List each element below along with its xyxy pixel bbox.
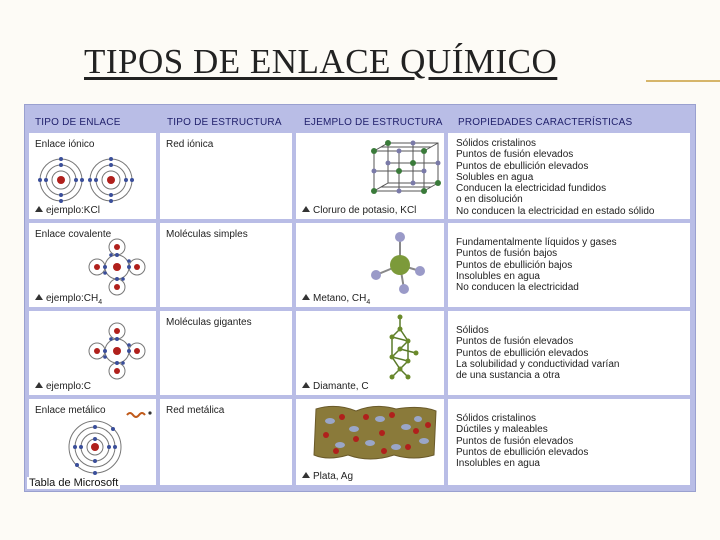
properties-list xyxy=(456,325,619,381)
row-covalent-properties-cell xyxy=(448,223,690,307)
property-item: No conducen la electricidad xyxy=(456,282,579,294)
bond-type-label: Enlace iónico xyxy=(35,139,95,150)
title-rule xyxy=(646,80,720,82)
property-item: Sólidos xyxy=(456,325,489,336)
property-item: No conducen la electricidad en estado sólido xyxy=(456,205,655,217)
structure-type-label: Moléculas gigantes xyxy=(166,317,252,328)
property-item: o en disolución xyxy=(456,194,523,206)
properties-list xyxy=(456,413,588,469)
triangle-bullet-icon xyxy=(35,294,43,300)
property-item: Sólidos cristalinos xyxy=(456,413,537,424)
bond-type-label: Enlace covalente xyxy=(35,229,112,240)
row-giant-structure-type-cell xyxy=(160,311,292,395)
bond-example: $ejemplo:CH_4$ xyxy=(35,293,102,306)
triangle-bullet-icon xyxy=(35,382,43,388)
metal-atom-illustration xyxy=(29,399,156,485)
row-giant-structure-example-cell xyxy=(296,311,444,395)
triangle-bullet-icon xyxy=(302,382,310,388)
property-item: Dúctiles y maleables xyxy=(456,424,548,436)
property-item: Insolubles en agua xyxy=(456,270,540,282)
property-item: Puntos de fusión elevados xyxy=(456,336,574,348)
property-item: de una sustancia a otra xyxy=(456,370,560,382)
property-item: Puntos de ebullición bajos xyxy=(456,259,573,271)
properties-list xyxy=(456,237,617,293)
property-item: Puntos de fusión elevados xyxy=(456,435,574,447)
header-bond-type: TIPO DE ENLACE xyxy=(35,117,121,128)
slide-title: TIPOS DE ENLACE QUÍMICO xyxy=(84,42,558,81)
bond-example: ejemplo:C xyxy=(35,381,91,392)
triangle-bullet-icon xyxy=(35,206,43,212)
structure-example: Metano, $CH_4$ xyxy=(302,293,370,306)
row-giant-bond-cell xyxy=(29,311,156,395)
triangle-bullet-icon xyxy=(302,294,310,300)
triangle-bullet-icon xyxy=(302,206,310,212)
structure-type-label: Moléculas simples xyxy=(166,229,248,240)
structure-type-label: Red metálica xyxy=(166,405,225,416)
property-item: La solubilidad y conductividad varían xyxy=(456,358,620,370)
structure-type-label: Red iónica xyxy=(166,139,214,150)
bond-example: ejemplo:KCl xyxy=(35,205,100,216)
property-item: Sólidos cristalinos xyxy=(456,138,537,149)
row-ionic-properties-cell xyxy=(448,133,690,219)
structure-example: Cloruro de potasio, KCl xyxy=(302,205,416,216)
property-item: Puntos de ebullición elevados xyxy=(456,347,589,359)
structure-example: Diamante, C xyxy=(302,381,369,392)
triangle-bullet-icon xyxy=(302,472,310,478)
property-item: Solubles en agua xyxy=(456,171,534,183)
header-properties: PROPIEDADES CARACTERÍSTICAS xyxy=(458,117,633,128)
row-covalent-structure-type-cell xyxy=(160,223,292,307)
properties-list xyxy=(456,138,654,217)
property-item: Conducen la electricidad fundidos xyxy=(456,183,607,195)
property-item: Puntos de fusión bajos xyxy=(456,248,558,260)
property-item: Fundamentalmente líquidos y gases xyxy=(456,237,617,248)
row-covalent-bond-cell xyxy=(29,223,156,307)
property-item: Puntos de ebullición elevados xyxy=(456,160,589,172)
property-item: Puntos de ebullición elevados xyxy=(456,446,589,458)
property-item: Puntos de fusión elevados xyxy=(456,149,574,161)
property-item: Insolubles en agua xyxy=(456,458,540,470)
header-structure-example: EJEMPLO DE ESTRUCTURA xyxy=(304,117,443,128)
row-covalent-structure-example-cell xyxy=(296,223,444,307)
source-label: Tabla de Microsoft xyxy=(29,477,119,489)
row-metallic-bond-cell xyxy=(29,399,156,485)
row-ionic-structure-example-cell xyxy=(296,133,444,219)
bond-type-label: Enlace metálico xyxy=(35,405,106,416)
header-structure-type: TIPO DE ESTRUCTURA xyxy=(167,117,282,128)
bonds-table xyxy=(24,104,696,492)
row-metallic-structure-type-cell xyxy=(160,399,292,485)
row-ionic-bond-cell xyxy=(29,133,156,219)
row-ionic-structure-type-cell xyxy=(160,133,292,219)
row-giant-properties-cell xyxy=(448,311,690,395)
row-metallic-structure-example-cell xyxy=(296,399,444,485)
structure-example: Plata, Ag xyxy=(302,471,353,482)
row-metallic-properties-cell xyxy=(448,399,690,485)
